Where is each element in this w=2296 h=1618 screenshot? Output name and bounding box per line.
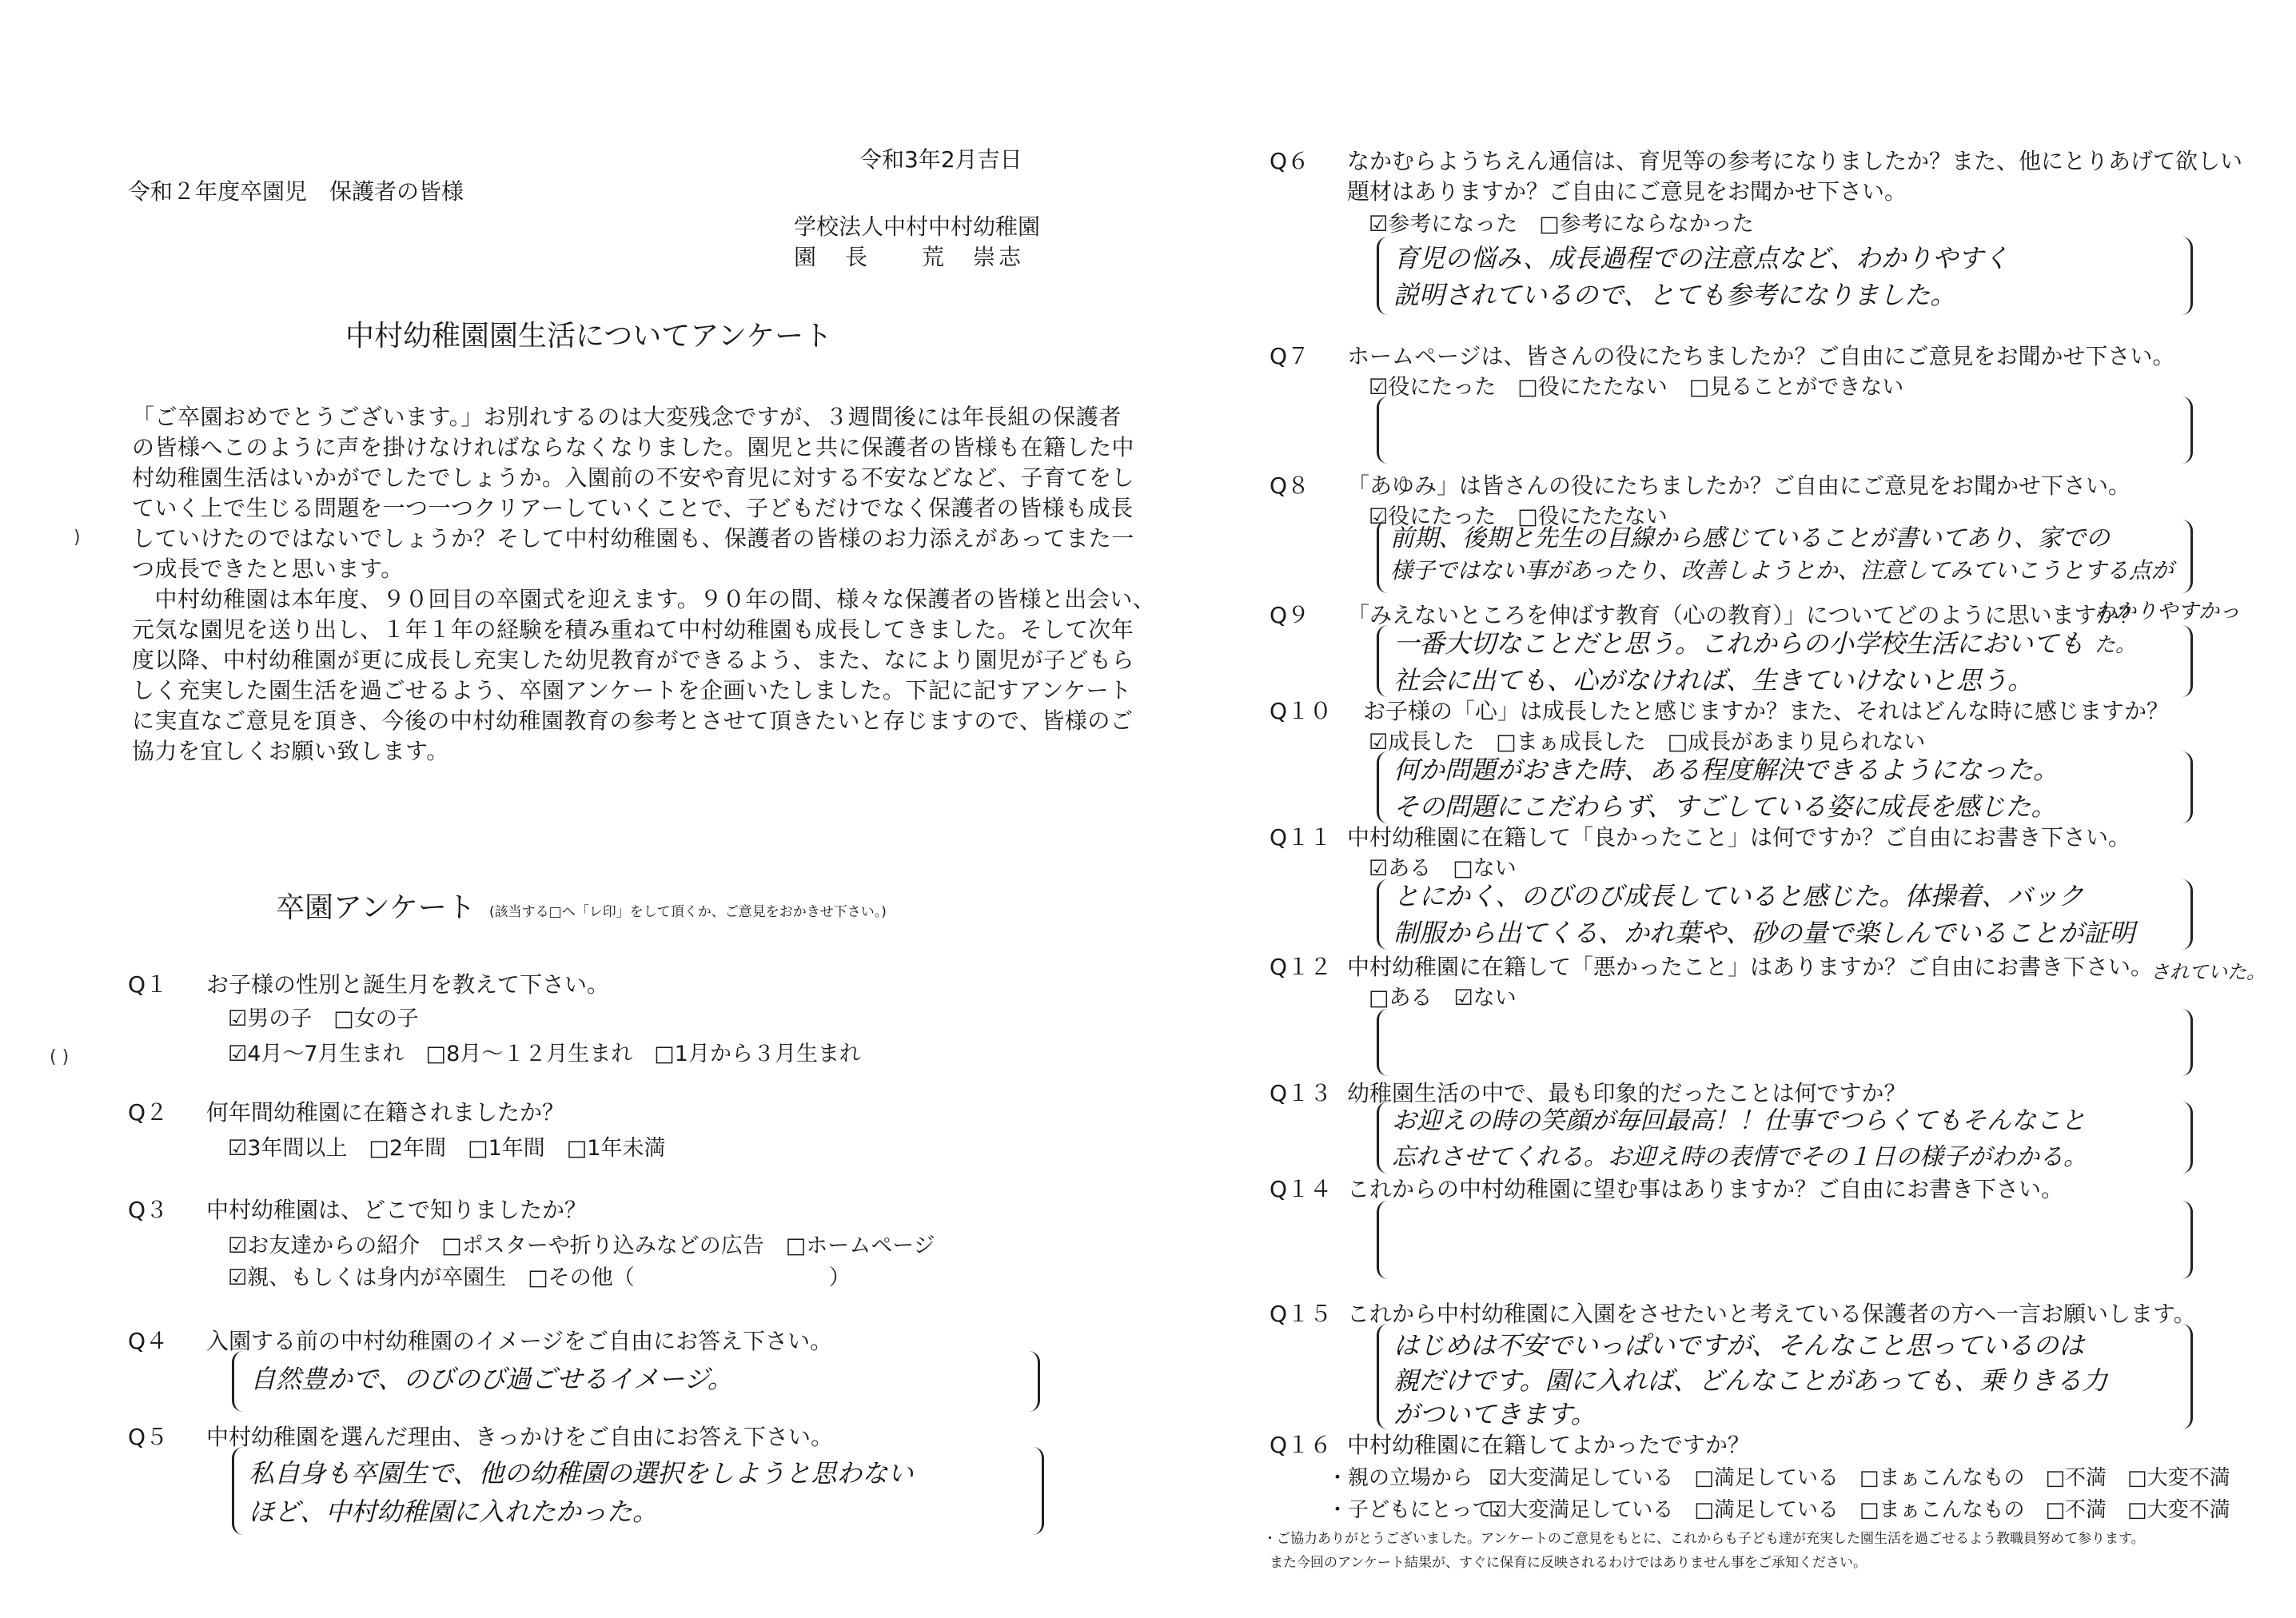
q3-number: Q３ [128,1197,169,1223]
q1-birth-month-options[interactable]: ☑4月～7月生まれ □8月～１２月生まれ □1月から３月生まれ [228,1042,861,1066]
q2-years-options[interactable]: ☑3年間以上 □2年間 □1年間 □1年未満 [228,1136,666,1161]
q10-handwritten-answer-line1: 何か問題がおきた時、ある程度解決できるようになった。 [1393,755,2059,785]
q11-handwritten-answer-line3: されていた。 [2151,961,2266,983]
q4-answer-box[interactable] [232,1351,1040,1412]
q6-question-line2: 題材はありますか？ご自由にご意見をお聞かせ下さい。 [1347,178,1907,205]
q6-question-line1: なかむらようちえん通信は、育児等の参考になりましたか？また、他にとりあげて欲しい [1347,148,2243,174]
q16-parent-satisfaction-options[interactable]: ☑大変満足している □満足している □まぁこんなもの □不満 □大変不満 [1489,1466,2230,1490]
q6-handwritten-answer-line2: 説明されているので、とても参考になりました。 [1393,280,1956,310]
q6-options[interactable]: ☑参考になった □参考にならなかった [1369,212,1754,237]
addressee: 令和２年度卒園児 保護者の皆様 [128,178,464,205]
q15-question: これから中村幼稚園に入園をさせたいと考えている保護者の方へ一言お願いします。 [1347,1301,2196,1327]
issue-date: 令和3年2月吉日 [859,146,1022,173]
survey-note: (該当する□へ「レ印」をして頂くか、ご意見をおかきせ下さい。) [489,904,887,920]
intro-line: 元気な園児を送り出し、１年１年の経験を積み重ねて中村幼稚園も成長してきました。そして次年 [132,616,1134,643]
q1-gender-options[interactable]: ☑男の子 □女の子 [228,1006,419,1031]
q10-question: お子様の「心」は成長したと感じますか？また、それはどんな時に感じますか？ [1363,698,2170,724]
q14-answer-box[interactable] [1377,1201,2193,1279]
footer-thanks: ・ご協力ありがとうございました。アンケートのご意見をもとに、これからも子ども達が充実した園生活を過ごせるよう教職員努めて参ります。 [1263,1531,2145,1547]
q9-number: Q９ [1270,602,1310,628]
q8-options[interactable]: ☑役にたった □役にたたない [1369,504,1668,529]
intro-line: 度以降、中村幼稚園が更に成長し充実した幼児教育ができるよう、また、なにより園児が子どもら [132,647,1135,673]
intro-line: の皆様へこのように声を掛けなければならなくなりました。園児と共に保護者の皆様も在籍した中 [132,434,1135,460]
q15-answer-box[interactable] [1377,1324,2193,1429]
intro-line: ていく上で生じる問題を一つ一つクリアーしていくことで、子どもだけでなく保護者の皆様も成長 [132,495,1134,521]
survey-title: 卒園アンケート [276,891,476,924]
q8-number: Q８ [1270,472,1310,499]
q7-options[interactable]: ☑役にたった □役にたたない □見ることができない [1369,375,1904,400]
q15-handwritten-answer-line2: 親だけです。園に入れば、どんなことがあっても、乗りきる力 [1393,1365,2108,1396]
document-title: 中村幼稚園園生活についてアンケート [345,320,833,353]
q16-question: 中村幼稚園に在籍してよかったですか？ [1347,1432,1751,1458]
q16-child-label: ・子どもにとって： [1327,1498,1514,1522]
q3-source-options-row2[interactable]: ☑親、もしくは身内が卒園生 □その他（ ） [228,1265,851,1290]
intro-line: に実直なご意見を頂き、今後の中村幼稚園教育の参考とさせて頂きたいと存じますので、皆様のご [132,707,1134,734]
q10-number: Q１０ [1270,698,1333,724]
intro-line: 中村幼稚園は本年度、９０回目の卒園式を迎えます。９０年の間、様々な保護者の皆様と出会い、 [132,586,1156,612]
q8-question: 「あゆみ」は皆さんの役にたちましたか？ご自由にご意見をお聞かせ下さい。 [1347,472,2131,499]
q10-handwritten-answer-line2: その問題にこだわらず、すごしている姿に成長を感じた。 [1393,791,2057,822]
q13-handwritten-answer-line2: 忘れさせてくれる。お迎え時の表情でその１日の様子がわかる。 [1392,1143,2087,1171]
q11-handwritten-answer-line1: とにかく、のびのび成長していると感じた。体操着、バック [1393,881,2084,911]
q11-number: Q１１ [1270,824,1333,851]
q11-handwritten-answer-line2: 制服から出てくる、かれ葉や、砂の量で楽しんでいることが証明 [1393,918,2135,948]
q13-answer-box[interactable] [1377,1102,2193,1174]
q13-handwritten-answer-line1: お迎えの時の笑顔が毎回最高！！仕事でつらくてもそんなこと [1392,1106,2086,1135]
intro-line: していけたのではないでしょうか？そして中村幼稚園も、保護者の皆様のお力添えがあってまた一 [132,525,1134,552]
q8-handwritten-answer-line2: 様子ではない事があったり、改善しようとか、注意してみていこうとする点が [1390,557,2174,584]
q11-question: 中村幼稚園に在籍して「良かったこと」は何ですか？ご自由にお書き下さい。 [1347,824,2131,851]
q15-number: Q１５ [1270,1301,1333,1327]
q7-number: Q７ [1270,343,1310,369]
footer-notice: また今回のアンケート結果が、すぐに保育に反映されるわけではありません事をご承知ください。 [1270,1555,1867,1571]
q8-answer-box[interactable] [1377,520,2193,593]
q12-question: 中村幼稚園に在籍して「悪かったこと」はありますか？ご自由にお書き下さい。 [1347,954,2154,980]
q1-question: お子様の性別と誕生月を教えて下さい。 [206,971,610,998]
scan-mark: ( ) [50,1047,70,1067]
q9-handwritten-answer-line1: 一番大切なことだと思う。これからの小学校生活においても [1393,628,2085,659]
q4-number: Q４ [128,1328,169,1354]
q9-handwritten-answer-line2: 社会に出ても、心がなければ、生きていけないと思う。 [1393,665,2034,695]
q4-handwritten-answer: 自然豊かで、のびのび過ごせるイメージ。 [250,1364,733,1394]
q5-handwritten-answer-line2: ほど、中村幼稚園に入れたかった。 [249,1496,659,1527]
intro-line: しく充実した園生活を過ごせるよう、卒園アンケートを企画いたしました。下記に記すアンケート [132,677,1132,703]
intro-line: つ成長できたと思います。 [132,556,404,582]
q6-number: Q６ [1270,148,1310,174]
q6-handwritten-answer-line1: 育児の悩み、成長過程での注意点など、わかりやすく [1393,243,2009,273]
q5-answer-box[interactable] [232,1447,1044,1535]
q16-number: Q１６ [1270,1432,1333,1458]
q16-child-satisfaction-options[interactable]: ☑大変満足している □満足している □まぁこんなもの □不満 □大変不満 [1489,1498,2230,1522]
intro-line: 「ご卒園おめでとうございます。」お別れするのは大変残念ですが、３週間後には年長組の保護者 [132,404,1122,430]
scan-mark: ) [74,528,81,548]
q3-question: 中村幼稚園は、どこで知りましたか？ [206,1197,588,1223]
q2-number: Q２ [128,1099,169,1126]
q14-question: これからの中村幼稚園に望む事はありますか？ご自由にお書き下さい。 [1347,1176,2064,1202]
organization-name: 学校法人中村中村幼稚園 [794,213,1041,240]
q6-answer-box[interactable] [1377,237,2193,315]
q10-options[interactable]: ☑成長した □まぁ成長した □成長があまり見られない [1369,730,1926,755]
q11-answer-box[interactable] [1377,879,2193,950]
q1-number: Q１ [128,971,169,998]
q8-handwritten-answer-line3: わかりやすかった。 [2095,600,2241,657]
q5-handwritten-answer-line1: 私自身も卒園生で、他の幼稚園の選択をしようと思わない [249,1458,914,1488]
intro-line: 協力を宜しくお願い致します。 [132,738,449,764]
q13-question: 幼稚園生活の中で、最も印象的だったことは何ですか？ [1347,1080,1907,1106]
q14-number: Q１４ [1270,1176,1333,1202]
q7-answer-box[interactable] [1377,397,2193,464]
q12-number: Q１２ [1270,954,1333,980]
q15-handwritten-answer-line1: はじめは不安でいっぱいですが、そんなこと思っているのは [1393,1330,2085,1361]
q4-question: 入園する前の中村幼稚園のイメージをご自由にお答え下さい。 [206,1328,833,1354]
q10-answer-box[interactable] [1377,751,2193,823]
q13-number: Q１３ [1270,1080,1333,1106]
q7-question: ホームページは、皆さんの役にたちましたか？ご自由にご意見をお聞かせ下さい。 [1347,343,2175,369]
q5-number: Q５ [128,1424,169,1450]
q3-source-options-row1[interactable]: ☑お友達からの紹介 □ポスターや折り込みなどの広告 □ホームページ [228,1233,935,1258]
q16-parent-label: ・親の立場から ： [1327,1466,1515,1490]
q11-options[interactable]: ☑ある □ない [1369,856,1517,881]
principal-name: 園 長 荒 崇志 [794,244,1025,270]
q15-handwritten-answer-line3: がついてきます。 [1393,1399,1596,1429]
q2-question: 何年間幼稚園に在籍されましたか？ [206,1099,565,1126]
q9-question: 「みえないところを伸ばす教育（心の教育）」についてどのように思いますか？ [1347,602,2142,628]
q9-answer-box[interactable] [1377,625,2193,697]
q8-handwritten-answer-line1: 前期、後期と先生の目線から感じていることが書いてあり、家での [1390,524,2110,552]
intro-line: 村幼稚園生活はいかがでしたでしょうか。入園前の不安や育児に対する不安などなど、子育てをし [132,464,1135,491]
q12-answer-box[interactable] [1377,1009,2193,1076]
q5-question: 中村幼稚園を選んだ理由、きっかけをご自由にお答え下さい。 [206,1424,834,1450]
q12-options[interactable]: □ある ☑ない [1369,986,1517,1010]
